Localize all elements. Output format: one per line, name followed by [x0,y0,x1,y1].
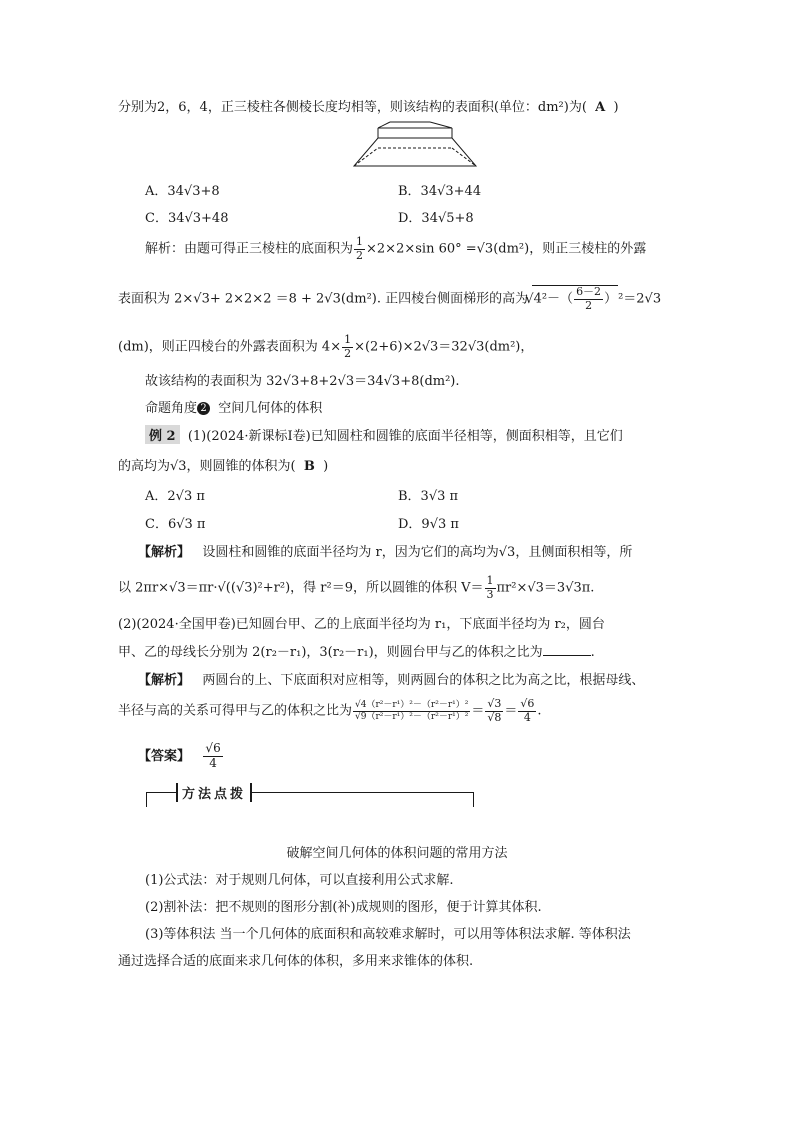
q1-conclusion: 故该结构的表面积为 32√3+8+2√3＝34√3+8(dm²). [145,374,460,389]
q1-analysis-line2: 表面积为 2×√3+ 2×2×2 ＝8 + 2√3(dm²). 正四棱台侧面梯形的高为 √ 4²－（ $\frac{6-2}{2}$ ）²＝2√3 [118,285,661,312]
example2-line2: 的高均为√3，则圆锥的体积为( B ) [118,459,329,474]
example-tag: 例 2 [145,425,180,444]
q1-option-a: A．34√3+8 [145,184,220,199]
q1-stem: 分别为2，6，4，正三棱柱各侧棱长度均相等，则该结构的表面积(单位：dm²)为( A ) [118,100,619,115]
method-item-3: (3)等体积法 当一个几何体的底面积和高较难求解时，可以用等体积法求解. 等体积法 [145,927,631,942]
method-header [146,787,474,809]
ex2-part2-line2: 甲、乙的母线长分别为 2(r₂－r₁)，3(r₂－r₁)，则圆台甲与乙的体积之比为 . [118,645,595,660]
ex2-analysis-line3: 【解析】 两圆台的上、下底面积对应相等，则两圆台的体积之比为高之比，根据母线、 [138,673,645,688]
method-header-label: 方法点拨 [176,783,252,802]
q1-analysis-line3: (dm)，则正四棱台的外露表面积为 4× $\frac{1}{2}$ ×(2+6)×2√3＝32√3(dm²)， [118,333,534,360]
ex2-analysis-line4: 半径与高的关系可得甲与乙的体积之比为 $\frac{\text{√4（r²－r¹）²－（r²－r¹）²}}{\text{√9（r²－r¹）²－（r²－r¹）²}}$ ＝ $\frac{√3}{√8}$ ＝ $\frac{√6}{4}$ . [118,697,542,724]
method-title: 破解空间几何体的体积问题的常用方法 [286,846,508,861]
angle2-heading: 命题角度 2 空间几何体的体积 [145,401,323,416]
method-item-1: (1)公式法：对于规则几何体，可以直接利用公式求解. [145,873,454,888]
ex2-answer: 【答案】 $\frac{√6}{4}$ [138,741,221,770]
frustum-prism-figure [350,118,480,170]
ex2-option-a: A．2√3 π [145,489,205,504]
ex2-option-c: C．6√3 π [145,517,206,532]
example2-line1: 例 2 (1)(2024·新课标Ⅰ卷)已知圆柱和圆锥的底面半径相等，侧面积相等，且它们 [145,425,623,444]
method-item-2: (2)割补法：把不规则的图形分割(补)成规则的图形，便于计算其体积. [145,900,542,915]
ex2-option-d: D．9√3 π [398,517,459,532]
ex2-part2-line1: (2)(2024·全国甲卷)已知圆台甲、乙的上底面半径均为 r₁，下底面半径均为 r₂，圆台 [118,617,605,632]
method-item-3-cont: 通过选择合适的底面来求几何体的体积，多用来求锥体的体积. [118,954,474,969]
ex2-analysis-line2: 以 2πr×√3＝πr·√((√3)²+r²)，得 r²＝9，所以圆锥的体积 V＝ $\frac{1}{3}$ πr²×√3＝3√3π. [118,574,595,601]
q1-analysis-line1: 解析：由题可得正三棱柱的底面积为 $\frac{1}{2}$ ×2×2×sin 60° =√3(dm²)，则正三棱柱的外露 [145,235,647,262]
q1-option-b: B．34√3+44 [398,184,482,199]
q1-option-c: C．34√3+48 [145,211,229,226]
ex2-analysis-line1: 【解析】 设圆柱和圆锥的底面半径均为 r，因为它们的高均为√3，且侧面积相等，所 [138,545,633,560]
q1-option-d: D．34√5+8 [398,211,474,226]
q1-answer: A [595,100,606,115]
ex2-option-b: B．3√3 π [398,489,459,504]
